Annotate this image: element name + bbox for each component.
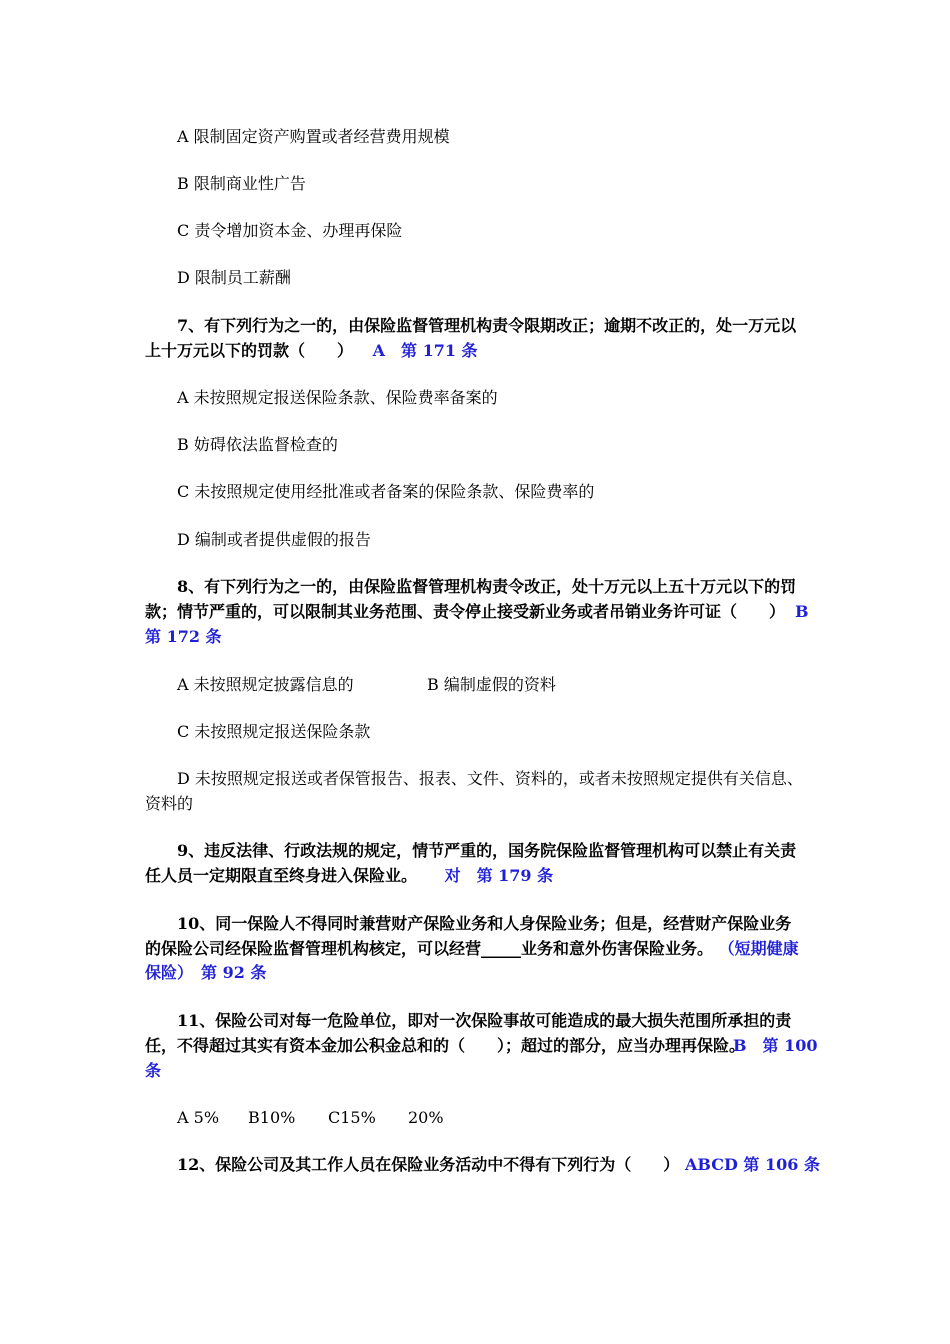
q7-option-c: C 未按照规定使用经批准或者备案的保险条款、保险费率的 — [177, 482, 595, 501]
q9-question-line1: 9、违反法律、行政法规的规定，情节严重的，国务院保险监督管理机构可以禁止有关责 — [177, 841, 797, 860]
q8-option-d-line2: 资料的 — [145, 794, 194, 813]
q12-question-text: 12、保险公司及其工作人员在保险业务活动中不得有下列行为（ ） — [177, 1155, 680, 1174]
q11-option-b: B10% — [248, 1108, 296, 1127]
q8-answer-letter: B — [795, 602, 809, 621]
q7-question-line1: 7、有下列行为之一的，由保险监督管理机构责令限期改正；逾期不改正的，处一万元以 — [177, 316, 797, 335]
q8-option-a: A 未按照规定披露信息的 — [177, 675, 354, 694]
q10-answer-part2: 保险） 第 92 条 — [145, 963, 267, 982]
q8-question-text: 款；情节严重的，可以限制其业务范围、责令停止接受新业务或者吊销业务许可证（ ） — [145, 602, 786, 621]
q10-answer-part1: （短期健康 — [718, 939, 799, 958]
q7-option-d: D 编制或者提供虚假的报告 — [177, 530, 371, 549]
q8-option-row-ab — [177, 672, 842, 697]
q9-answer: 对 第 179 条 — [444, 866, 554, 885]
q8-question-line2 — [145, 599, 810, 624]
q7-question-text: 上十万元以下的罚款（ ） — [145, 341, 354, 360]
q10-question-line1: 10、同一保险人不得同时兼营财产保险业务和人身保险业务；但是，经营财产保险业务 — [177, 914, 792, 933]
q11-question-line1: 11、保险公司对每一危险单位，即对一次保险事故可能造成的最大损失范围所承担的责 — [177, 1011, 792, 1030]
q7-question-line2 — [145, 338, 810, 363]
q11-answer-part1: B 第 100 — [733, 1036, 818, 1055]
q7-option-b: B 妨碍依法监督检查的 — [177, 435, 338, 454]
q11-option-c: C15% — [328, 1108, 376, 1127]
q6-option-d: D 限制员工薪酬 — [177, 268, 291, 287]
q11-option-d: 20% — [408, 1108, 444, 1127]
q8-question-line1: 8、有下列行为之一的，由保险监督管理机构责令改正，处十万元以上五十万元以下的罚 — [177, 577, 797, 596]
q6-option-a: A 限制固定资产购置或者经营费用规模 — [177, 127, 450, 146]
q11-question-text: 任，不得超过其实有资本金加公积金总和的（ ）；超过的部分，应当办理再保险。 — [145, 1036, 746, 1055]
q10-question-line2 — [145, 936, 810, 961]
q11-question-line2 — [145, 1033, 818, 1058]
q8-option-b: B 编制虚假的资料 — [427, 675, 556, 694]
q8-option-d-line1: D 未按照规定报送或者保管报告、报表、文件、资料的，或者未按照规定提供有关信息、 — [177, 769, 803, 788]
q7-option-a: A 未按照规定报送保险条款、保险费率备案的 — [177, 388, 498, 407]
q6-option-c: C 责令增加资本金、办理再保险 — [177, 221, 403, 240]
q6-option-b: B 限制商业性广告 — [177, 174, 306, 193]
q10-question-text: 的保险公司经保险监督管理机构核定，可以经营_____业务和意外伤害保险业务。 — [145, 939, 714, 958]
q9-question-line2 — [145, 863, 810, 888]
q7-answer: A 第 171 条 — [372, 341, 478, 360]
q12-question-line1 — [177, 1152, 842, 1177]
q12-answer: ABCD 第 106 条 — [685, 1155, 820, 1174]
q11-option-a: A 5% — [177, 1108, 220, 1127]
q11-answer-part2: 条 — [145, 1061, 162, 1080]
q9-question-text: 任人员一定期限直至终身进入保险业。 — [145, 866, 418, 885]
q8-answer-article: 第 172 条 — [145, 627, 222, 646]
q8-option-c: C 未按照规定报送保险条款 — [177, 722, 371, 741]
